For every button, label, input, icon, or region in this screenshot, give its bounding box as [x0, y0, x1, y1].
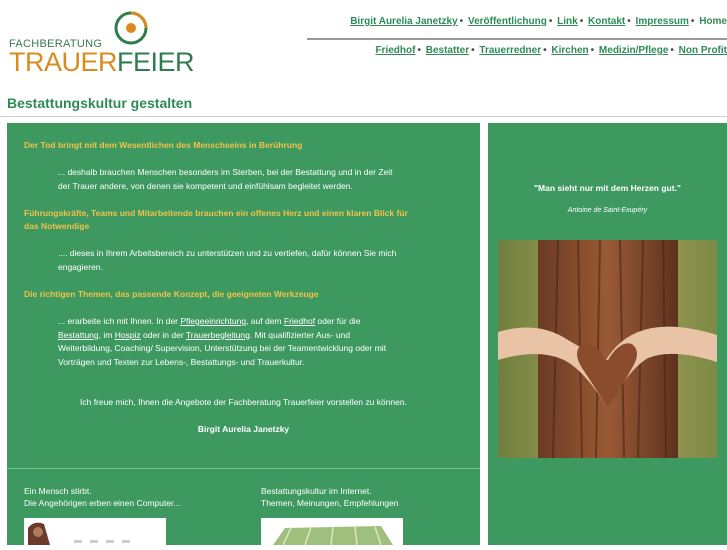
nav-link-medicine-care[interactable]: Medizin/Pflege [598, 45, 669, 56]
nav-link-author[interactable]: Birgit Aurelia Janetzky [350, 16, 458, 27]
link-cemetery[interactable]: Friedhof [283, 316, 316, 326]
intro-text: Ich freue mich, Ihnen die Angebote der Fachberatung Trauerfeier vorstellen zu können. [80, 397, 407, 407]
link-funeral[interactable]: Bestattung [58, 329, 99, 340]
nav-link-funeral-speaker[interactable]: Trauerredner [479, 45, 542, 56]
nav-link-imprint[interactable]: Impressum [635, 16, 689, 27]
logo-wordmark: TRAUERFEIER [9, 47, 195, 77]
logo-subtitle: FACHBERATUNG [9, 38, 103, 50]
title-divider [0, 116, 727, 117]
link-hospice[interactable]: Hospiz [114, 329, 141, 340]
section-text-1: ... deshalb brauchen Menschen besonders im Sterben, bei der Bestattung und in der Zeit der Trauer andere, von denen sie kompetent und einfühlsam begleitet werden. [58, 167, 393, 191]
teaser-computer-image[interactable] [24, 518, 166, 545]
nav-link-publication[interactable]: Veröffentlichung [467, 16, 547, 27]
section-heading-3: Die richtigen Themen, das passende Konzept, die geeigneten Werkzeuge [24, 289, 319, 299]
top-navigation: Birgit Aurelia Janetzky • Veröffentlichung • Link • Kontakt • Impressum • Home [350, 16, 727, 27]
section-heading-1: Der Tod bringt mit dem Wesentlichen des Menschseins in Berührung [24, 140, 303, 150]
nav-link-undertaker[interactable]: Bestatter [425, 45, 470, 56]
teaser-internet-image[interactable] [261, 518, 403, 545]
teaser-internet[interactable]: Bestattungskultur im Internet. Themen, Meinungen, Empfehlungen [261, 486, 399, 508]
quote-text: "Man sieht nur mit dem Herzen gut." [534, 183, 681, 193]
nav-link-contact[interactable]: Kontakt [588, 16, 626, 27]
section-text-2: .... dieses in Ihrem Arbeitsbereich zu unterstützen und zu vertiefen, dafür können Sie mich engagieren. [58, 248, 397, 272]
link-care-facility[interactable]: Pflegeeinrichtung [180, 316, 247, 326]
quote-author: Antoine de Saint-Exupéry [567, 207, 648, 214]
nav-link-cemetery[interactable]: Friedhof [375, 45, 416, 56]
heart-hands-photo [498, 240, 717, 458]
link-grief-support[interactable]: Trauerbegleitung [185, 329, 250, 340]
page-title: Bestattungskultur gestalten [7, 95, 193, 111]
teaser-computer[interactable]: Ein Mensch stirbt. Die Angehörigen erben einen Computer... [24, 486, 181, 508]
section-heading-2: Führungskräfte, Teams und Mitarbeitende brauchen ein offenes Herz und einen klaren Blick für das Notwendige [24, 208, 408, 231]
main-navigation: Friedhof • Bestatter • Trauerredner • Kirchen • Medizin/Pflege • Non Profit [375, 45, 727, 56]
nav-link-churches[interactable]: Kirchen [551, 45, 589, 56]
nav-link-link[interactable]: Link [557, 16, 578, 27]
logo[interactable] [9, 8, 195, 77]
nav-divider [307, 38, 727, 40]
section-text-3: ... erarbeite ich mit Ihnen. In der Pflegeeinrichtung, auf dem Friedhof oder für die Bestattung, im Hospiz oder in der Trauerbegleitung. Mit qualifizierter Aus- und Weiterbildung, Coaching/ Supervision, Unterstützung bei der Teamentwicklung oder mit Vorträgen und Texten zur Lebens-, Bestattungs- und Trauerkultur. [58, 316, 387, 367]
signature: Birgit Aurelia Janetzky [197, 424, 290, 434]
nav-link-non-profit[interactable]: Non Profit [678, 45, 727, 56]
logo-symbol-icon [109, 8, 159, 50]
nav-link-home[interactable]: Home [699, 16, 727, 27]
